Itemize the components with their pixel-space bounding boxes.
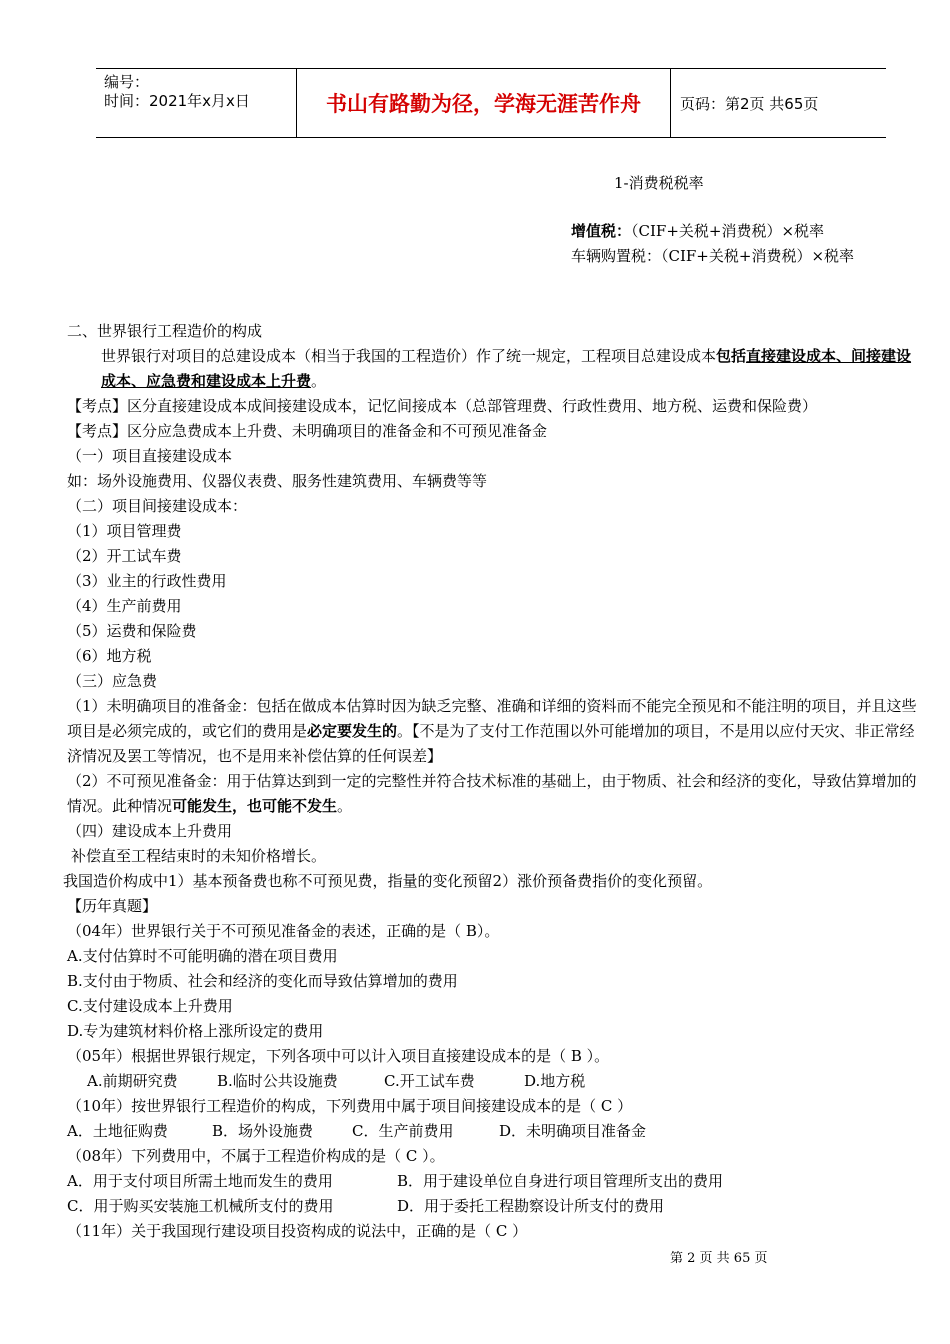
indirect-item: （5）运费和保险费 (67, 622, 197, 640)
question-stem: （11年）关于我国现行建设项目投资构成的说法中，正确的是（ C ） (67, 1222, 528, 1240)
contingency-2-bold: 可能发生，也可能不发生 (172, 797, 338, 815)
question-option: A.前期研究费 (87, 1072, 178, 1090)
indirect-cost-title: （二）项目间接建设成本： (67, 497, 248, 515)
question-option: B．用于建设单位自身进行项目管理所支出的费用 (397, 1172, 724, 1190)
contingency-title: （三）应急费 (67, 672, 158, 690)
vat-formula (571, 220, 824, 241)
intro-end: 。 (311, 372, 327, 390)
question-option: D.地方税 (524, 1072, 586, 1090)
page-header (96, 68, 886, 138)
question-stem: （10年）按世界银行工程造价的构成，下列费用中属于项目间接建设成本的是（ C ） (67, 1097, 633, 1115)
question-option: B．场外设施费 (212, 1122, 314, 1140)
contingency-1-text: （1）未明确项目的准备金：包括在做成本估算时因为缺乏完整、准确和详细的资料而不能完全预见和不能注明的项目，并且这些项目是必须完成的，或它们的费用是 (67, 697, 917, 740)
contingency-paragraph-2 (67, 769, 919, 819)
header-motto: 书山有路勤为径，学海无涯苦作舟 (326, 92, 641, 116)
direct-cost-items: 如：场外设施费用、仪器仪表费、服务性建筑费用、车辆费等等 (67, 472, 488, 490)
question-stem: （05年）根据世界银行规定，下列各项中可以计入项目直接建设成本的是（ B ）。 (67, 1047, 610, 1065)
question-options-row (67, 1069, 919, 1094)
question-options-row (67, 1119, 919, 1144)
cost-rise-text: 补偿直至工程结束时的未知价格增长。 (71, 847, 327, 865)
number-label: 编号： (104, 73, 150, 91)
indirect-item: （6）地方税 (67, 647, 152, 665)
contingency-1-bold: 必定要发生的 (307, 722, 398, 740)
question-option: C.支付建设成本上升费用 (67, 997, 233, 1015)
vehicle-tax-formula: 车辆购置税：（CIF+关税+消费税）×税率 (571, 247, 855, 265)
question-option: B.支付由于物质、社会和经济的变化而导致估算增加的费用 (67, 972, 458, 990)
exam-title: 【历年真题】 (67, 897, 158, 915)
question-option: A.支付估算时不可能明确的潜在项目费用 (67, 947, 338, 965)
section-title: 二、世界银行工程造价的构成 (67, 322, 263, 340)
cost-rise-title: （四）建设成本上升费用 (67, 822, 233, 840)
question-option: C．生产前费用 (352, 1122, 454, 1140)
question-options-row (67, 1194, 919, 1219)
header-page-info: 页码：第2页 共65页 (680, 94, 819, 113)
indirect-item: （3）业主的行政性费用 (67, 572, 227, 590)
key-point-1: 【考点】区分直接建设成本成间接建设成本，记忆间接成本（总部管理费、行政性费用、地方税、运费和保险费） (67, 397, 818, 415)
question-option: D．未明确项目准备金 (499, 1122, 647, 1140)
question-option: D．用于委托工程勘察设计所支付的费用 (397, 1197, 665, 1215)
key-point-2: 【考点】区分应急费成本上升费、未明确项目的准备金和不可预见准备金 (67, 422, 548, 440)
intro-bold-underlined: 直接建设成本、间接建设成本、应急费和建设成本上升费 (101, 347, 912, 390)
time-label: 时间：2021年x月x日 (104, 92, 250, 110)
direct-cost-title: （一）项目直接建设成本 (67, 447, 233, 465)
contingency-2-end: 。 (337, 797, 353, 815)
cost-rise-note: 我国造价构成中1）基本预备费也称不可预见费，指量的变化预留2）涨价预备费指价的变化预留。 (63, 872, 713, 890)
intro-paragraph (67, 344, 919, 394)
intro-bold: 包括 (716, 347, 747, 365)
question-option: D.专为建筑材料价格上涨所设定的费用 (67, 1022, 324, 1040)
indirect-item: （2）开工试车费 (67, 547, 182, 565)
document-body (63, 319, 919, 1244)
question-options-row (67, 1169, 919, 1194)
question-option: C．用于购买安装施工机械所支付的费用 (67, 1197, 334, 1215)
question-stem: （04年）世界银行关于不可预见准备金的表述，正确的是（ B）。 (67, 922, 500, 940)
contingency-2-text: （2）不可预见准备金：用于估算达到到一定的完整性并符合技术标准的基础上，由于物质、社会和经济的变化，导致估算增加的情况。此种情况 (67, 772, 917, 815)
question-option: A．土地征购费 (67, 1122, 168, 1140)
question-stem: （08年）下列费用中，不属于工程造价构成的是（ C ）。 (67, 1147, 445, 1165)
vat-label: 增值税： (571, 222, 632, 240)
header-divider (670, 69, 671, 137)
contingency-1-note: 。【不是为了支付工作范围以外可能增加的项目，不是用以应付天灾、非正常经济情况及罢工等情况，也不是用来补偿估算的任何误差】 (67, 722, 915, 765)
question-option: C.开工试车费 (384, 1072, 475, 1090)
page-footer: 第 2 页 共 65 页 (670, 1251, 768, 1266)
question-option: A．用于支付项目所需土地而发生的费用 (67, 1172, 333, 1190)
indirect-item: （4）生产前费用 (67, 597, 182, 615)
vat-formula-text: （CIF+关税+消费税）×税率 (631, 222, 825, 240)
subtitle: 1-消费税税率 (614, 174, 704, 192)
intro-text: 世界银行对项目的总建设成本（相当于我国的工程造价）作了统一规定，工程项目总建设成本 (101, 347, 717, 365)
header-meta (96, 69, 296, 137)
contingency-paragraph-1 (67, 694, 919, 769)
indirect-item: （1）项目管理费 (67, 522, 182, 540)
question-option: B.临时公共设施费 (217, 1072, 338, 1090)
